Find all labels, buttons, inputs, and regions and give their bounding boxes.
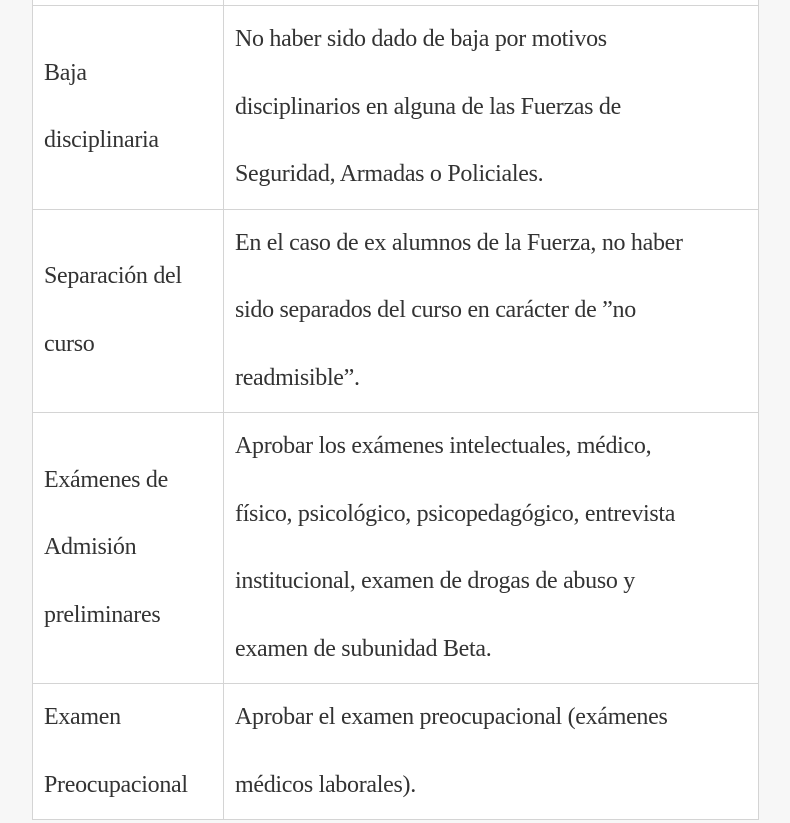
description-cell <box>224 6 759 210</box>
description-line: examen de subunidad Beta. <box>235 635 492 662</box>
table-row <box>33 413 759 684</box>
term-line: preliminares <box>44 601 161 628</box>
term-cell <box>33 209 224 413</box>
term-line: Exámenes de <box>44 466 168 493</box>
term-line: disciplinaria <box>44 127 159 154</box>
term-cell <box>33 413 224 684</box>
term-cell <box>33 684 224 820</box>
description-line: disciplinarios en alguna de las Fuerzas de <box>235 93 621 120</box>
term-line: Preocupacional <box>44 771 188 798</box>
description-line: sido separados del curso en carácter de ”no <box>235 297 636 323</box>
description-cell <box>224 684 759 820</box>
description-line: institucional, examen de drogas de abuso y <box>235 568 635 594</box>
term-line: Examen <box>44 704 121 730</box>
description-line: readmisible”. <box>235 364 360 391</box>
description-line: Seguridad, Armadas o Policiales. <box>235 161 544 187</box>
table-row <box>33 684 759 820</box>
description-line: Aprobar el examen preocupacional (exámenes <box>235 704 668 730</box>
description-line: No haber sido dado de baja por motivos <box>235 26 607 52</box>
term-line: curso <box>44 330 95 357</box>
description-line: físico, psicológico, psicopedagógico, entrevista <box>235 500 676 527</box>
description-cell <box>224 413 759 684</box>
table-row <box>33 209 759 413</box>
term-line: Baja <box>44 59 87 86</box>
description-line: Aprobar los exámenes intelectuales, médico, <box>235 433 652 459</box>
table-row <box>33 6 759 210</box>
description-cell <box>224 209 759 413</box>
requirements-table <box>32 0 759 820</box>
term-line: Separación del <box>44 263 182 290</box>
term-cell <box>33 6 224 210</box>
description-line: médicos laborales). <box>235 771 416 798</box>
term-line: Admisión <box>44 534 137 561</box>
description-line: En el caso de ex alumnos de la Fuerza, no haber <box>235 229 683 256</box>
